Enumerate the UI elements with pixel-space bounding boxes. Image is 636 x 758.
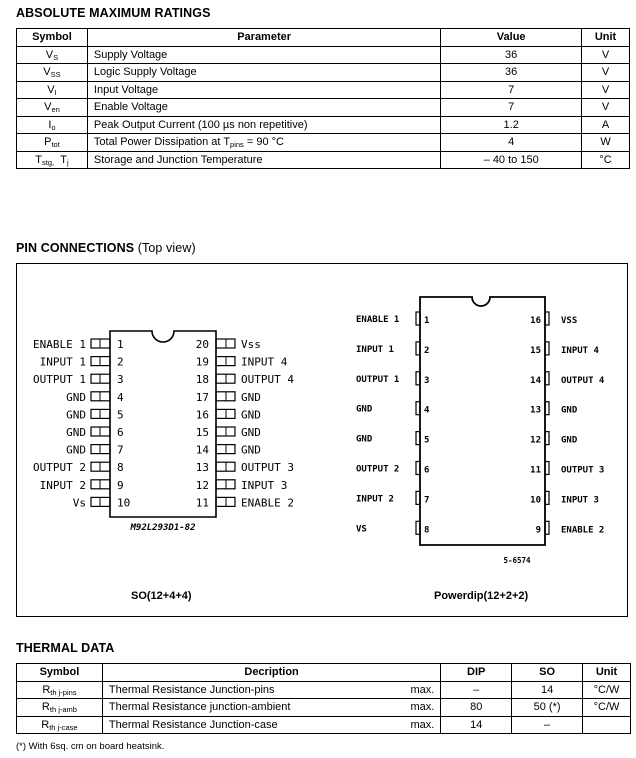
pin-number: 18 (195, 373, 209, 387)
dip-pin-right (530, 312, 577, 326)
symbol-subscript: th j-amb (49, 705, 77, 715)
so-cell: – (512, 716, 583, 734)
pin-number: 10 (117, 496, 131, 510)
pin-number: 11 (195, 496, 209, 510)
so-pin-left (73, 496, 131, 509)
pin-name: ENABLE 2 (241, 496, 294, 510)
pin-number: 15 (195, 426, 209, 439)
pin-connections-subtitle: (Top view) (137, 241, 196, 255)
unit-cell: W (582, 134, 630, 152)
pin-name: GND (241, 408, 261, 422)
value-cell: 7 (441, 99, 582, 117)
symbol-subscript: tot (51, 140, 60, 150)
value-cell: 36 (441, 64, 582, 82)
value-cell: 7 (441, 81, 582, 99)
pin-number: 19 (195, 355, 209, 369)
symbol-main: R (41, 701, 50, 714)
pin-name: GND (561, 405, 578, 416)
so-pin-right (196, 391, 261, 404)
pin-number: 6 (117, 426, 124, 439)
symbol-subscript: stg, (42, 157, 55, 167)
so-pin-right (196, 338, 261, 351)
so-cell: 14 (512, 681, 583, 699)
pin-name: OUTPUT 1 (356, 374, 400, 385)
pin-number: 17 (195, 390, 209, 404)
header-description: Decription (102, 664, 440, 682)
pin-lead-icon (545, 402, 549, 415)
pin-number: 8 (117, 461, 124, 475)
dip-pin-left (356, 372, 429, 386)
pin-lead-icon (545, 521, 549, 534)
symbol-main: V (43, 66, 51, 79)
pin-number: 4 (424, 405, 430, 416)
so-pin-left (66, 444, 124, 457)
unit-cell: °C (582, 151, 630, 169)
parameter-subscript: pins (230, 140, 244, 150)
dip-pin-left (356, 402, 430, 416)
parameter-text: Enable Voltage (93, 101, 168, 114)
symbol-main: T (35, 153, 42, 166)
unit-cell: A (582, 116, 630, 134)
pin-name: GND (561, 435, 578, 446)
pin-lead-icon (545, 432, 549, 445)
parameter-text: Logic Supply Voltage (93, 66, 197, 79)
pin-number: 14 (195, 443, 209, 457)
pin-number: 20 (195, 338, 209, 351)
so-pin-right (196, 373, 295, 386)
pin-name: VS (356, 524, 367, 535)
header-symbol: Symbol (17, 29, 88, 47)
pin-number: 15 (530, 345, 541, 356)
pin-name: GND (66, 390, 86, 404)
so-package-diagram (33, 331, 294, 533)
value-cell: 36 (441, 46, 582, 64)
so-pin-right (196, 408, 261, 421)
header-unit: Unit (582, 29, 630, 47)
unit-cell: °C/W (583, 699, 631, 717)
pin-name: GND (66, 426, 86, 439)
pin-number: 7 (424, 495, 430, 506)
dip-pin-left (356, 432, 429, 446)
symbol-cell (17, 716, 103, 734)
symbol-main: I (48, 118, 52, 131)
description-text: Thermal Resistance Junction-pins (108, 683, 275, 696)
symbol-main: R (41, 718, 50, 731)
dip-pin-right (530, 402, 578, 416)
pin-number: 8 (424, 525, 430, 536)
qualifier-text: max. (410, 701, 435, 714)
pin-lead-icon (545, 342, 549, 355)
unit-cell: °C/W (583, 681, 631, 699)
pin-number: 2 (117, 355, 124, 369)
symbol-main: V (45, 48, 54, 61)
pin-lead-icon (545, 491, 549, 504)
dip-pin-right (530, 491, 599, 505)
parameter-text: Peak Output Current (100 µs non repetitive) (93, 118, 308, 131)
dip-pin-left (356, 312, 429, 326)
pin-number: 9 (535, 525, 541, 536)
dip-pin-right (530, 462, 604, 476)
so-pin-left (66, 391, 124, 404)
pin-name: GND (356, 404, 373, 415)
so-pin-right (196, 479, 288, 492)
so-pin-right (196, 426, 261, 439)
symbol-cell (17, 681, 103, 699)
parameter-text: Input Voltage (93, 83, 159, 96)
symbol-subscript: S (53, 52, 59, 62)
description-cell (102, 699, 440, 717)
dip-package-label: Powerdip(12+2+2) (434, 590, 529, 602)
table-row (17, 681, 631, 699)
pin-name: GND (66, 443, 86, 457)
header-so: SO (512, 664, 583, 682)
pin-name: OUTPUT 2 (33, 461, 86, 475)
header-symbol: Symbol (17, 664, 103, 682)
pin-name: GND (356, 434, 373, 445)
unit-cell: V (582, 64, 630, 82)
symbol-subscript: th j-case (49, 722, 78, 732)
pin-number: 16 (195, 408, 209, 422)
pin-number: 16 (530, 316, 541, 326)
so-pin-right (196, 461, 294, 474)
so-pin-left (66, 426, 124, 439)
pin-name: ENABLE 1 (33, 338, 86, 351)
pin-number: 5 (117, 408, 124, 422)
dip-cell: – (441, 681, 512, 699)
description-cell (102, 716, 440, 734)
unit-cell: V (582, 46, 630, 64)
pin-name: GND (66, 408, 86, 422)
dip-pin-right (530, 432, 578, 446)
dip-package-diagram (356, 297, 605, 565)
dip-part-code: 5-6574 (503, 556, 531, 565)
parameter-text: Total Power Dissipation at T (93, 136, 231, 149)
so-package-label: SO(12+4+4) (131, 590, 192, 602)
pin-number: 3 (117, 373, 124, 387)
pin-name: ENABLE 2 (561, 525, 605, 536)
pin-number: 4 (117, 390, 124, 404)
pin-number: 1 (424, 316, 430, 326)
pin-name: OUTPUT 4 (561, 375, 605, 386)
pin-number: 11 (530, 465, 541, 476)
so-cell: 50 (*) (512, 699, 583, 717)
table-row (17, 699, 631, 717)
table-row (17, 716, 631, 734)
qualifier-text: max. (410, 683, 435, 696)
pin-name: OUTPUT 3 (561, 465, 605, 476)
so-pin-left (40, 479, 124, 492)
symbol-cell (17, 699, 103, 717)
symbol-main: V (47, 83, 55, 96)
pin-name: INPUT 1 (39, 355, 86, 369)
parameter-text: Supply Voltage (93, 48, 168, 61)
dip-pin-left (356, 462, 429, 476)
pin-name: GND (241, 426, 261, 439)
absolute-max-title: ABSOLUTE MAXIMUM RATINGS (16, 6, 211, 20)
pin-name: INPUT 2 (356, 494, 394, 505)
thermal-footnote: (*) With 6sq. cm on board heatsink. (16, 741, 165, 752)
so-part-code: M92L293D1-82 (130, 523, 196, 533)
so-pin-right (196, 356, 288, 369)
symbol-subscript: I (54, 87, 57, 97)
pin-number: 14 (530, 375, 541, 386)
pin-name: VSS (561, 316, 578, 326)
unit-cell (583, 716, 631, 734)
description-text: Thermal Resistance Junction-case (108, 718, 278, 731)
pin-connections-heading: PIN CONNECTIONS (16, 241, 135, 255)
qualifier-text: max. (410, 718, 435, 731)
parameter-tail: = 90 °C (243, 136, 284, 149)
dip-cell: 80 (441, 699, 512, 717)
pin-number: 1 (117, 338, 124, 351)
unit-cell: V (582, 99, 630, 117)
pin-name: INPUT 3 (561, 495, 599, 506)
description-text: Thermal Resistance junction-ambient (108, 701, 291, 714)
pin-name: GND (241, 443, 261, 457)
pin-name: OUTPUT 1 (33, 373, 86, 387)
pin-number: 12 (195, 478, 209, 492)
dip-pin-left (356, 491, 429, 505)
dip-cell: 14 (441, 716, 512, 734)
so-pin-left (66, 408, 124, 421)
pin-lead-icon (545, 312, 549, 325)
pin-number: 13 (195, 461, 209, 475)
pin-number: 3 (424, 375, 430, 386)
so-pin-right (196, 496, 294, 509)
dip-pin-right (530, 342, 599, 356)
dip-pin-left (356, 342, 429, 356)
symbol-main-2: T (60, 153, 67, 166)
pin-name: GND (241, 390, 261, 404)
symbol-subscript: en (51, 105, 60, 115)
thermal-data-title: THERMAL DATA (16, 641, 115, 655)
symbol-main: V (44, 101, 52, 114)
pin-number: 12 (530, 435, 541, 446)
header-parameter: Parameter (87, 29, 440, 47)
pin-number: 5 (424, 435, 430, 446)
pin-name: Vs (72, 496, 86, 510)
so-pin-left (40, 356, 124, 369)
pin-number: 10 (530, 495, 541, 506)
symbol-main: R (42, 683, 51, 696)
table-header-row (17, 664, 631, 682)
unit-cell: V (582, 81, 630, 99)
pin-number: 2 (424, 345, 430, 356)
dip-pin-right (530, 372, 605, 386)
so-pin-right (196, 444, 261, 457)
symbol-subscript: th j-pins (50, 687, 77, 697)
pin-name: Vss (241, 338, 261, 351)
pin-lead-icon (545, 462, 549, 475)
value-cell: 4 (441, 134, 582, 152)
symbol-subscript-2: j (66, 157, 69, 167)
dip-chip-body (420, 297, 545, 545)
header-unit: Unit (583, 664, 631, 682)
pin-name: OUTPUT 2 (356, 464, 400, 475)
value-cell: – 40 to 150 (441, 151, 582, 169)
pin-name: INPUT 4 (241, 355, 288, 369)
pin-number: 9 (117, 478, 124, 492)
pin-name: ENABLE 1 (356, 315, 400, 325)
symbol-subscript: SS (50, 70, 61, 80)
pin-name: OUTPUT 4 (241, 373, 294, 387)
thermal-data-table (16, 663, 631, 734)
header-dip: DIP (441, 664, 512, 682)
description-cell (102, 681, 440, 699)
dip-pin-left (356, 521, 429, 535)
symbol-main: P (44, 136, 52, 149)
pin-number: 7 (117, 443, 124, 457)
pin-name: INPUT 2 (39, 478, 86, 492)
pin-name: INPUT 3 (241, 478, 288, 492)
parameter-text: Storage and Junction Temperature (93, 153, 263, 166)
pin-name: OUTPUT 3 (241, 461, 294, 475)
pin-name: INPUT 4 (561, 345, 599, 356)
pin-name: INPUT 1 (356, 344, 394, 355)
symbol-subscript: o (51, 122, 56, 132)
pin-number: 13 (530, 405, 541, 416)
pin-lead-icon (545, 372, 549, 385)
pin-number: 6 (424, 465, 430, 476)
value-cell: 1.2 (441, 116, 582, 134)
header-value: Value (441, 29, 582, 47)
